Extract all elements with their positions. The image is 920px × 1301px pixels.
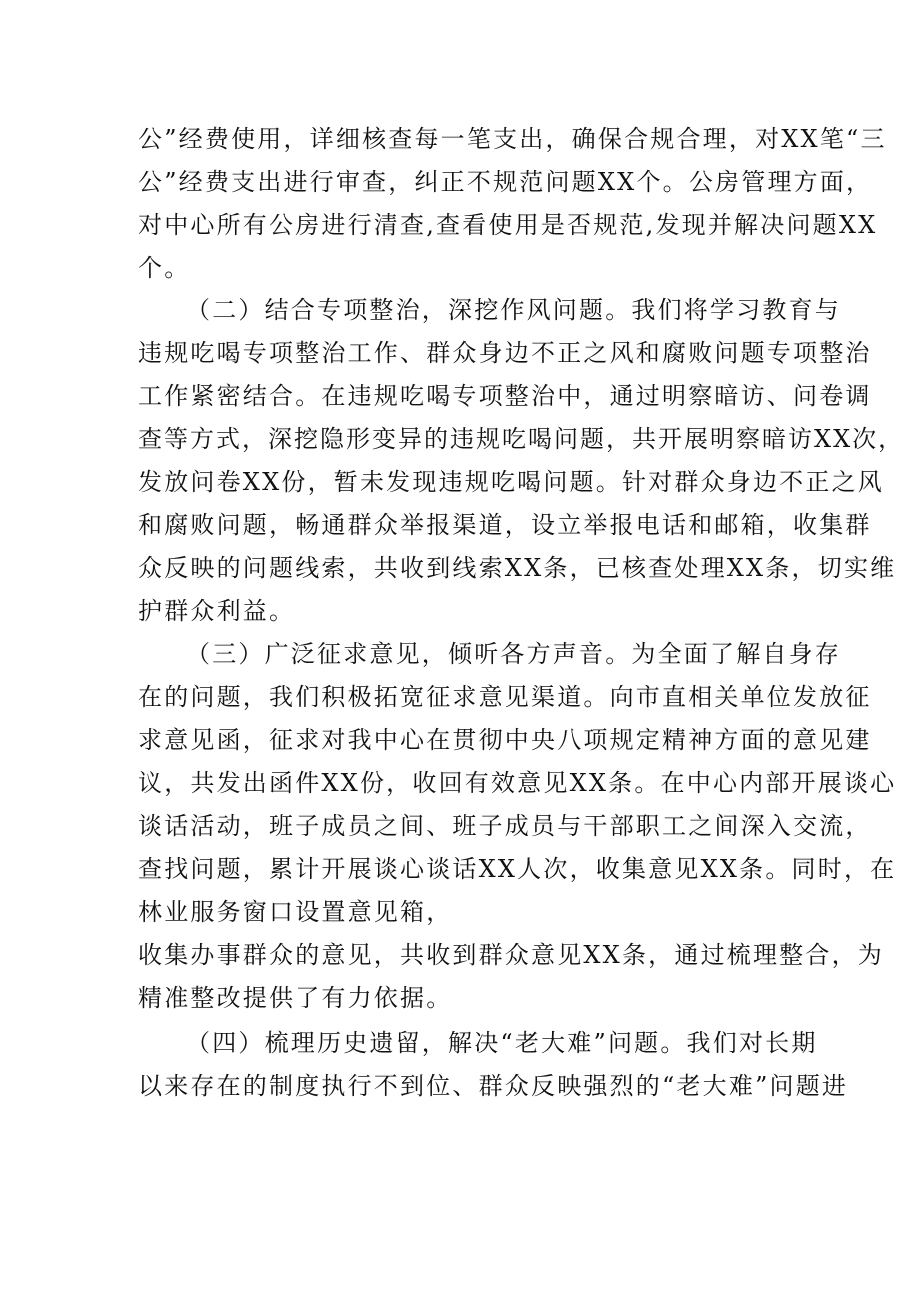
text-line: 以来存在的制度执行不到位、群众反映强烈的“老大难”问题进 <box>138 1072 849 1100</box>
text-line: 众反映的问题线索，共收到线索XX条，已核查处理XX条，切实维 <box>138 554 897 582</box>
text-line: 个。 <box>138 254 191 282</box>
paragraph-heading-4: （四）梳理历史遗留，解决“老大难”问题。我们对长期 <box>186 1029 818 1057</box>
text-line: 谈话活动，班子成员之间、班子成员与干部职工之间深入交流， <box>138 812 872 840</box>
text-line: 公”经费使用，详细核查每一笔支出，确保合规合理，对XX笔“三 <box>138 125 887 153</box>
text-line: 和腐败问题，畅通群众举报渠道，设立举报电话和邮箱，收集群 <box>138 511 872 539</box>
text-line: 查等方式，深挖隐形变异的违规吃喝问题，共开展明察暗访XX次， <box>138 425 905 453</box>
text-line: 议，共发出函件XX份，收回有效意见XX条。在中心内部开展谈心 <box>138 769 897 797</box>
text-line: 发放问卷XX份，暂未发现违规吃喝问题。针对群众身边不正之风 <box>138 468 884 496</box>
text-line: 林业服务窗口设置意见箱， <box>138 898 453 926</box>
text-line: 工作紧密结合。在违规吃喝专项整治中，通过明察暗访、问卷调 <box>138 382 872 410</box>
text-line: 精准整改提供了有力依据。 <box>138 984 453 1012</box>
text-line: 求意见函，征求对我中心在贯彻中央八项规定精神方面的意见建 <box>138 726 872 754</box>
text-line: 对中心所有公房进行清查,查看使用是否规范,发现并解决问题XX <box>138 211 878 239</box>
paragraph-heading-3: （三）广泛征求意见，倾听各方声音。为全面了解自身存 <box>186 640 841 668</box>
text-line: 违规吃喝专项整治工作、群众身边不正之风和腐败问题专项整治 <box>138 339 872 367</box>
paragraph-heading-2: （二）结合专项整治，深挖作风问题。我们将学习教育与 <box>186 296 841 324</box>
text-line: 查找问题，累计开展谈心谈话XX人次，收集意见XX条。同时，在 <box>138 855 897 883</box>
text-line: 在的问题，我们积极拓宽征求意见渠道。向市直相关单位发放征 <box>138 683 872 711</box>
text-line: 公”经费支出进行审查，纠正不规范问题XX个。公房管理方面， <box>138 168 873 196</box>
text-line: 护群众利益。 <box>138 597 296 625</box>
text-line: 收集办事群众的意见，共收到群众意见XX条，通过梳理整合，为 <box>138 941 884 969</box>
